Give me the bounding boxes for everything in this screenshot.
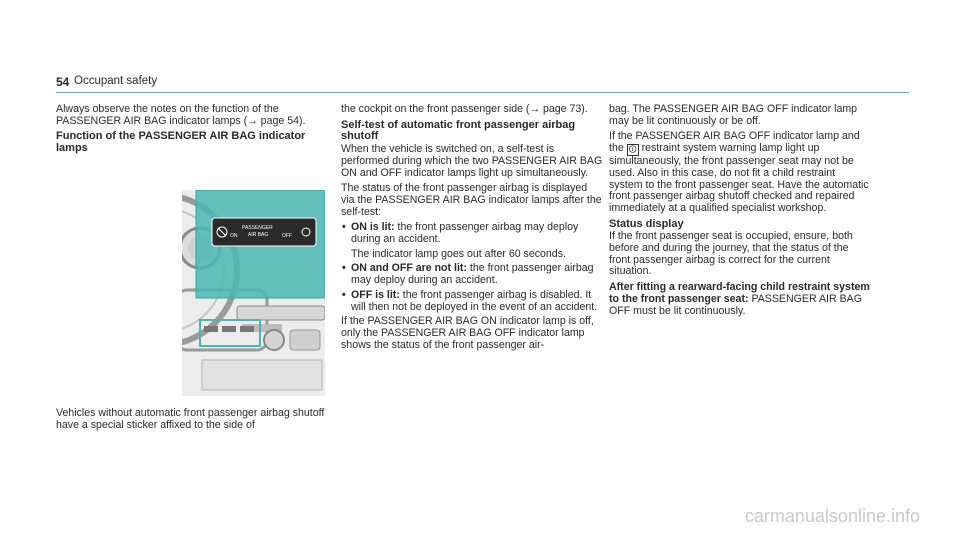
list-text: the front passenger airbag is disabled. It will then not be deployed in the event of an accident. — [351, 288, 598, 313]
closing-text: If the PASSENGER AIR BAG ON indicator lamp is off, only the PASSENGER AIR BAG OFF indicator lamp shows the status of the front passenger air- — [341, 315, 594, 351]
header-rule — [56, 92, 909, 93]
list-term: OFF is lit: — [351, 288, 400, 301]
sticker-on-label: ON — [230, 233, 238, 239]
section-title: Occupant safety — [74, 75, 158, 87]
dashboard-illustration — [182, 190, 325, 396]
status-display-heading: Status display — [609, 217, 684, 230]
intro-text: Always observe the notes on the function of the PASSENGER AIR BAG indicator lamps (→ page 54). — [56, 103, 306, 127]
figure-caption — [56, 408, 326, 435]
list-term: ON and OFF are not lit: — [351, 262, 467, 275]
status-display-text: If the front passenger seat is occupied, ensure, both before and during the journey, that the status of the front passenger airbag is correct for the current situation. — [609, 230, 853, 278]
column-2 — [341, 104, 603, 355]
warning-paragraph — [609, 131, 871, 214]
list-text: the front passenger airbag may deploy during an accident. — [351, 221, 579, 246]
list-item — [341, 222, 603, 260]
child-seat-term: After fitting a rearward-facing child restraint system to the front passenger seat: — [609, 281, 870, 305]
self-test-heading: Self-test of automatic front passenger airbag shutoff — [341, 118, 576, 143]
status-intro: The status of the front passenger airbag is displayed via the PASSENGER AIR BAG indicator lamps after the self-test: — [341, 182, 602, 218]
sticker-line1: PASSENGER — [242, 225, 273, 231]
list-item — [341, 263, 603, 286]
continuation-text: the cockpit on the front passenger side (→ page 73). — [341, 103, 588, 115]
self-test-text: When the vehicle is switched on, a self-test is performed during which the two PASSENGER AIR BAG ON and OFF indicator lamps light up simultaneously. — [341, 143, 603, 179]
list-subtext: The indicator lamp goes out after 60 seconds. — [351, 247, 566, 260]
watermark-logo: carmanualsonline.info — [744, 506, 920, 526]
sticker-line2: AIR BAG — [248, 232, 269, 238]
caption-text: Vehicles without automatic front passenger airbag shutoff have a special sticker affixed to the side of — [56, 407, 325, 431]
status-list — [341, 222, 603, 313]
warning-text-a: If the PASSENGER AIR BAG OFF indicator lamp and the — [609, 130, 860, 155]
list-term: ON is lit: — [351, 221, 395, 234]
child-seat-text: PASSENGER AIR BAG OFF must be lit continuously. — [609, 292, 862, 317]
restraint-warning-icon: 🛈 — [628, 145, 637, 155]
list-text: the front passenger airbag may deploy during an accident. — [351, 262, 594, 287]
list-item — [341, 290, 603, 313]
function-heading: Function of the PASSENGER AIR BAG indicator lamps — [56, 130, 306, 155]
page-number: 54 — [56, 75, 70, 89]
column-3 — [609, 104, 871, 321]
warning-text-b: restraint system warning lamp light up simultaneously, the front passenger seat may not be used. Also in this case, do not fit a child restraint system to the front passenger seat. Have the automatic front passenger airbag shutoff checked and repaired immediately at a qualified specialist workshop. — [609, 142, 869, 214]
column-1 — [56, 104, 326, 156]
dashboard-figure — [182, 190, 325, 396]
sticker-off-label: OFF — [282, 233, 292, 239]
airbag-off-text: bag. The PASSENGER AIR BAG OFF indicator lamp may be lit continuously or be off. — [609, 103, 858, 127]
child-seat-paragraph — [609, 282, 871, 317]
